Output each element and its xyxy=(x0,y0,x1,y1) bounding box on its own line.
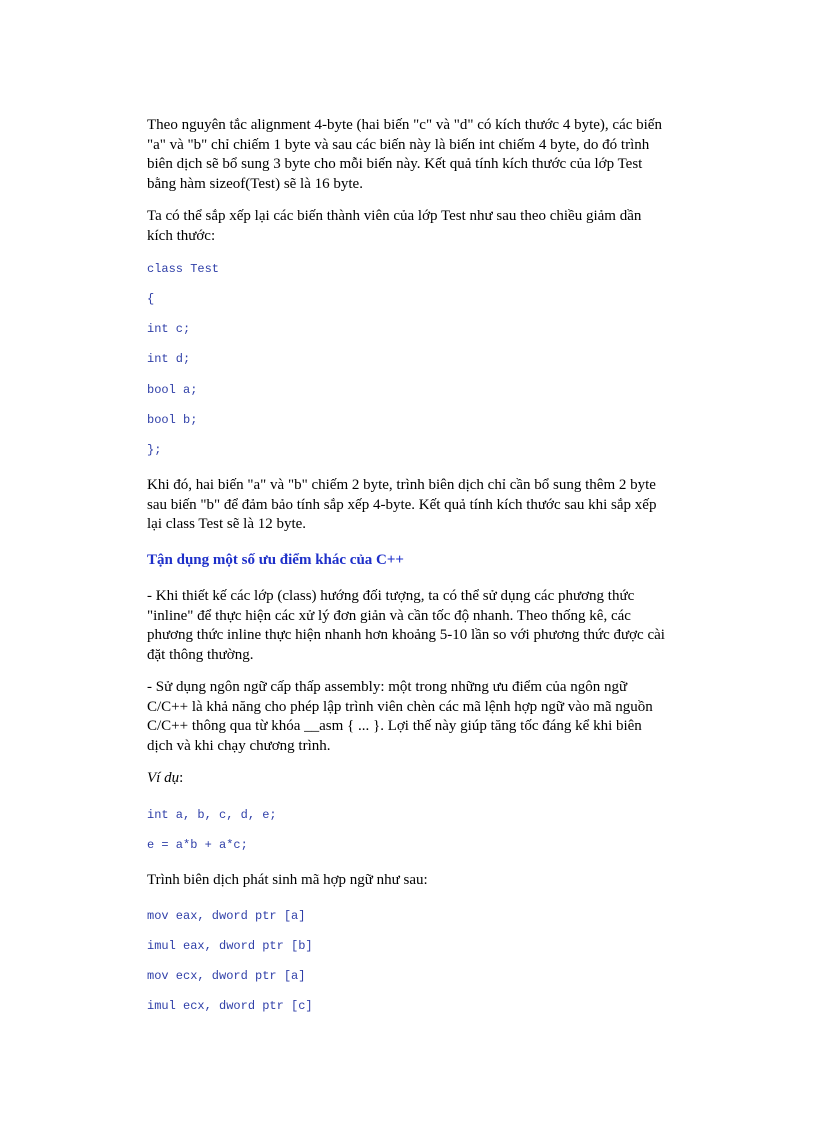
code-line: imul ecx, dword ptr [c] xyxy=(147,999,313,1013)
code-line: int a, b, c, d, e; xyxy=(147,808,277,822)
paragraph-compiler xyxy=(147,871,672,891)
paragraph-inline xyxy=(147,587,672,665)
code-line: int d; xyxy=(147,352,191,366)
text-line: phương thức inline thực hiện nhanh hơn khoảng 5-10 lần so với phương thức được cài xyxy=(147,627,665,643)
text-line: Trình biên dịch phát sinh mã hợp ngữ như sau: xyxy=(147,872,428,888)
text-line: - Sử dụng ngôn ngữ cấp thấp assembly: một trong những ưu điểm của ngôn ngữ xyxy=(147,679,628,695)
code-line: { xyxy=(147,292,155,306)
code-line: bool b; xyxy=(147,413,198,427)
code-line: mov eax, dword ptr [a] xyxy=(147,909,306,923)
text-line: kích thước: xyxy=(147,227,216,244)
example-label-text: Ví dụ xyxy=(147,770,180,786)
code-line: class Test xyxy=(147,262,220,276)
text-line: đặt thông thường. xyxy=(147,646,254,663)
paragraph-result xyxy=(147,476,672,535)
text-line: Ta có thể sắp xếp lại các biến thành viên của lớp Test như sau theo chiều giảm dần xyxy=(147,208,642,224)
text-line: dịch và khi chạy chương trình. xyxy=(147,737,331,754)
paragraph-assembly xyxy=(147,678,672,756)
text-line: biên dịch sẽ bổ sung 3 byte cho mỗi biến này. Kết quả tính kích thước của lớp Test xyxy=(147,156,643,172)
example-label xyxy=(147,769,672,789)
code-line: bool a; xyxy=(147,383,198,397)
text-line: Khi đó, hai biến "a" và "b" chiếm 2 byte, trình biên dịch chỉ cần bổ sung thêm 2 byte xyxy=(147,477,656,493)
text-line: lại class Test sẽ là 12 byte. xyxy=(147,516,307,532)
text-line: C/C++ thông qua từ khóa __asm { ... }. Lợi thế này giúp tăng tốc đáng kể khi biên xyxy=(147,718,642,734)
text-line: C/C++ là khả năng cho phép lập trình viên chèn các mã lệnh hợp ngữ vào mã nguồn xyxy=(147,698,653,715)
paragraph-reorder xyxy=(147,207,672,246)
code-line: mov ecx, dword ptr [a] xyxy=(147,969,306,983)
code-line: int c; xyxy=(147,322,191,336)
text-line: - Khi thiết kế các lớp (class) hướng đối tượng, ta có thể sử dụng các phương thức xyxy=(147,588,635,604)
example-colon: : xyxy=(179,770,184,786)
code-line: imul eax, dword ptr [b] xyxy=(147,939,313,953)
code-line: }; xyxy=(147,443,162,457)
code-line: e = a*b + a*c; xyxy=(147,838,248,852)
paragraph-alignment xyxy=(147,116,672,194)
text-line: sau biến "b" để đảm bảo tính sắp xếp 4-byte. Kết quả tính kích thước sau khi sắp xếp xyxy=(147,496,657,513)
text-line: "a" và "b" chỉ chiếm 1 byte và sau các biến này là biến int chiếm 4 byte, do đó trình xyxy=(147,136,650,153)
section-heading: Tận dụng một số ưu điểm khác của C++ xyxy=(147,552,404,568)
text-line: bằng hàm sizeof(Test) sẽ là 16 byte. xyxy=(147,175,363,192)
text-line: "inline" để thực hiện các xử lý đơn giản và cần tốc độ nhanh. Theo thống kê, các xyxy=(147,607,631,624)
text-line: Theo nguyên tắc alignment 4-byte (hai biến "c" và "d" có kích thước 4 byte), các biến xyxy=(147,117,662,133)
